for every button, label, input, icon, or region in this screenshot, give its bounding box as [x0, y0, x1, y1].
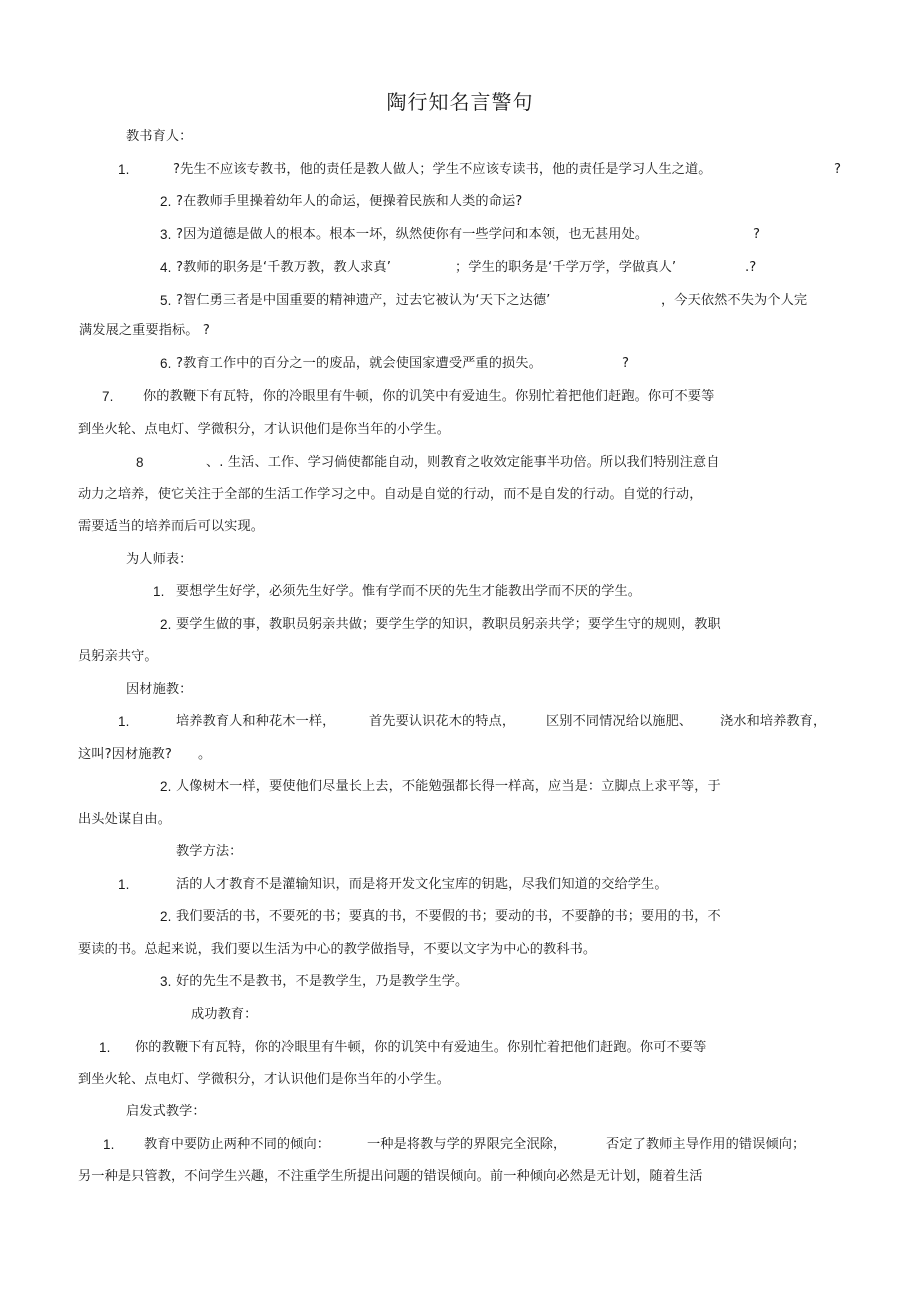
- quote-text: 好的先生不是教书，不是教学生，乃是教学生学。: [176, 974, 469, 989]
- item-number: 7.: [102, 389, 114, 404]
- item-number: 1.: [118, 877, 130, 892]
- section-heading: 因材施教：: [126, 682, 193, 697]
- quote-text-mid: 区别不同情况给以施肥、: [546, 714, 693, 729]
- quote-continuation: 动力之培养，使它关注于全部的生活工作学习之中。自动是自觉的行动，而不是自发的行动。自觉的行动，: [78, 487, 703, 502]
- quote-tail: .?: [745, 260, 757, 275]
- quote-continuation: 另一种是只管教，不问学生兴趣，不注重学生所提出问题的错误倾向。前一种倾向必然是无计划，随着生活: [78, 1169, 703, 1184]
- item-number: 8: [136, 455, 144, 470]
- quote-continuation: 需要适当的培养而后可以实现。: [78, 519, 265, 534]
- quote-text: 要学生做的事，教职员躬亲共做；要学生学的知识，教职员躬亲共学；要学生守的规则，教职: [176, 617, 721, 632]
- quote-text: ?教师的职务是‘千教万教，教人求真’: [176, 260, 391, 275]
- quote-text-mid: ；学生的职务是‘千学万学，学做真人’: [455, 260, 677, 275]
- quote-continuation: 满发展之重要指标。 ?: [79, 323, 210, 338]
- quote-text-mid: 一种是将教与学的界限完全泯除，: [367, 1137, 567, 1152]
- section-heading: 教学方法：: [176, 844, 243, 859]
- quote-text: 我们要活的书，不要死的书；要真的书，不要假的书；要动的书，不要静的书；要用的书，不: [176, 909, 721, 924]
- section-heading: 成功教育：: [191, 1007, 258, 1022]
- item-number: 3.: [160, 227, 172, 242]
- quote-continuation: 要读的书。总起来说，我们要以生活为中心的教学做指导，不要以文字为中心的教科书。: [78, 942, 597, 957]
- quote-text: 活的人才教育不是灌输知识，而是将开发文化宝库的钥匙，尽我们知道的交给学生。: [176, 877, 668, 892]
- quote-text: 培养教育人和种花木一样，: [176, 714, 336, 729]
- quote-text: 教育中要防止两种不同的倾向：: [144, 1137, 331, 1152]
- item-number: 1.: [118, 714, 130, 729]
- item-number: 2.: [160, 194, 172, 209]
- item-number: 1.: [118, 162, 130, 177]
- quote-text-mid: 否定了教师主导作用的错误倾向；: [606, 1137, 806, 1152]
- section-heading: 教书育人：: [126, 129, 193, 144]
- quote-text: 要想学生好学，必须先生好学。惟有学而不厌的先生才能教出学而不厌的学生。: [176, 584, 642, 599]
- item-number: 1.: [153, 584, 165, 599]
- quote-text-mid: 首先要认识花木的特点，: [369, 714, 516, 729]
- item-number: 1.: [99, 1040, 111, 1055]
- item-number: 3.: [160, 974, 172, 989]
- item-number: 2.: [160, 909, 172, 924]
- section-heading: 为人师表：: [126, 552, 193, 567]
- quote-text: ?智仁勇三者是中国重要的精神遗产，过去它被认为‘天下之达德’: [176, 293, 551, 308]
- quote-text: ?教育工作中的百分之一的废品，就会使国家遭受严重的损失。: [176, 356, 542, 371]
- item-number: 4.: [160, 260, 172, 275]
- item-number: 6.: [160, 356, 172, 371]
- quote-text-mid: 浇水和培养教育，: [720, 714, 827, 729]
- quote-tail: 。: [198, 747, 212, 762]
- quote-text: 人像树木一样，要使他们尽量长上去，不能勉强都长得一样高，应当是：立脚点上求平等，于: [176, 779, 721, 794]
- quote-tail: ?: [622, 356, 630, 371]
- page-title: 陶行知名言警句: [386, 90, 534, 114]
- quote-continuation: 到坐火轮、点电灯、学微积分，才认识他们是你当年的小学生。: [78, 1072, 451, 1087]
- quote-text: ?在教师手里操着幼年人的命运，便操着民族和人类的命运?: [176, 194, 523, 209]
- quote-tail: ?: [753, 227, 761, 242]
- quote-continuation: 到坐火轮、点电灯、学微积分，才认识他们是你当年的小学生。: [78, 422, 451, 437]
- item-number: 2.: [160, 617, 172, 632]
- section-heading: 启发式教学：: [126, 1104, 206, 1119]
- quote-text-mid: ，今天依然不失为个人完: [661, 293, 808, 308]
- quote-text: 你的教鞭下有瓦特，你的冷眼里有牛顿，你的讥笑中有爱迪生。你别忙着把他们赶跑。你可不要等: [135, 1040, 707, 1055]
- quote-text: ?因为道德是做人的根本。根本一坏，纵然使你有一些学问和本领，也无甚用处。: [176, 227, 649, 242]
- quote-continuation: 这叫?因材施教?: [78, 747, 172, 762]
- quote-tail: ?: [834, 162, 842, 177]
- item-number: 1.: [103, 1137, 115, 1152]
- quote-text: ?先生不应该专教书，他的责任是教人做人；学生不应该专读书，他的责任是学习人生之道。: [173, 162, 712, 177]
- quote-text: 你的教鞭下有瓦特，你的冷眼里有牛顿，你的讥笑中有爱迪生。你别忙着把他们赶跑。你可不要等: [143, 389, 715, 404]
- quote-text: 、. 生活、工作、学习倘使都能自动，则教育之收效定能事半功倍。所以我们特别注意自: [206, 455, 720, 470]
- item-number: 5.: [160, 293, 172, 308]
- quote-continuation: 员躬亲共守。: [78, 649, 158, 664]
- quote-continuation: 出头处谋自由。: [78, 812, 172, 827]
- item-number: 2.: [160, 779, 172, 794]
